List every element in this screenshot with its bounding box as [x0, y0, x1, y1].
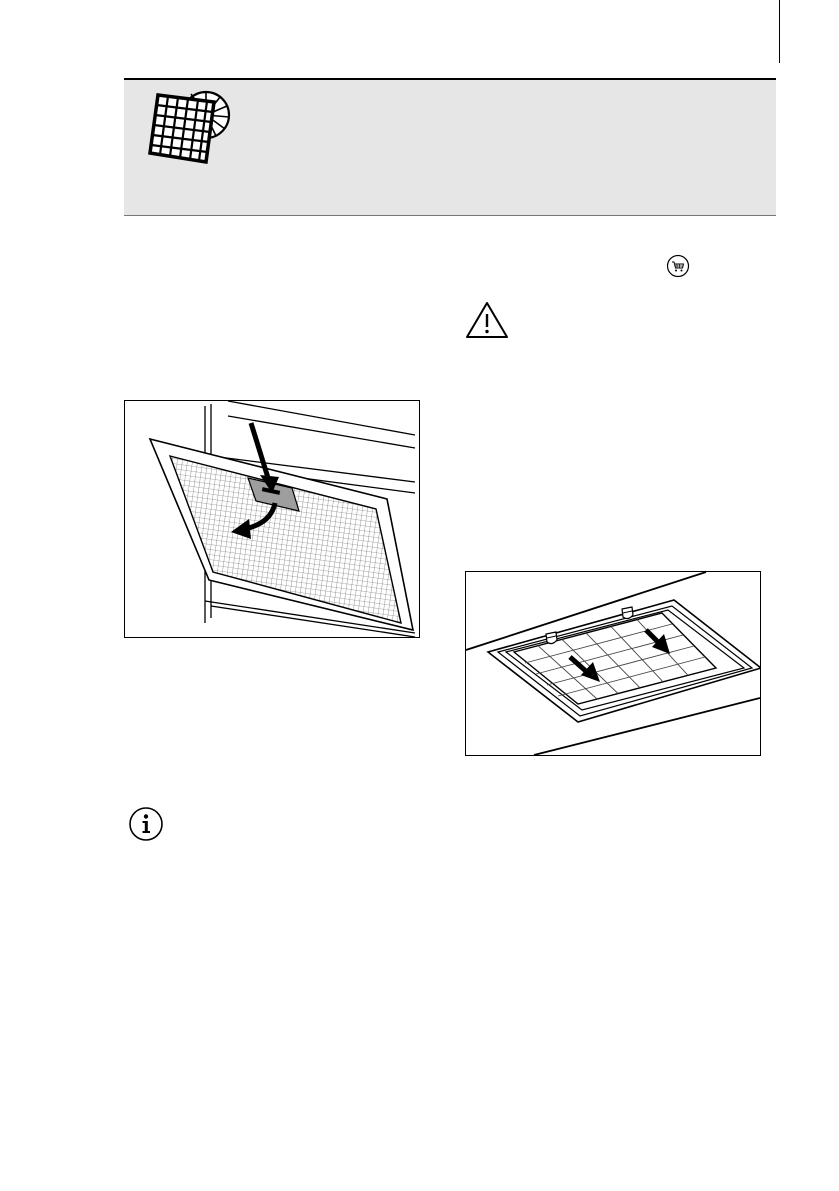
filter-icon — [136, 84, 240, 170]
grease-filter-latch-illustration — [124, 400, 420, 638]
grease-filter-slide-out-illustration — [465, 571, 761, 756]
section-bottom-rule — [124, 215, 776, 216]
crop-mark — [779, 0, 780, 63]
information-icon — [127, 805, 165, 843]
shopping-basket-icon — [666, 254, 690, 278]
warning-triangle-icon — [464, 300, 510, 340]
